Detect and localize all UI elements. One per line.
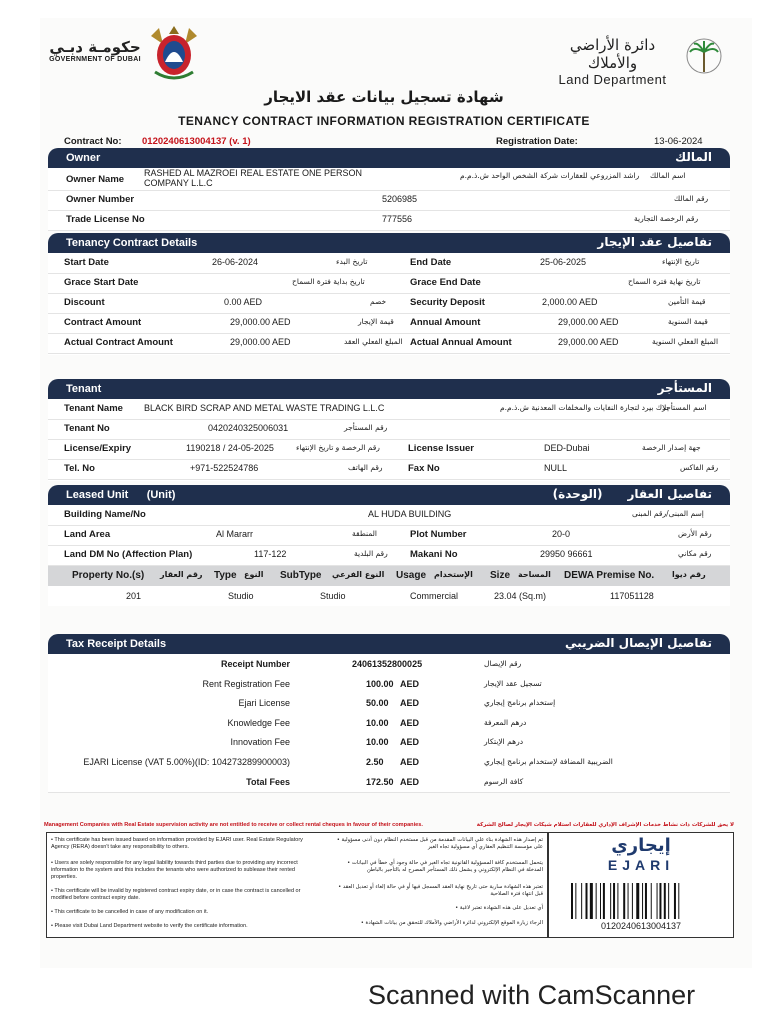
contract-amount-value: 29,000.00 AED (230, 317, 291, 327)
tax-label-ar: كافة الرسوم (484, 776, 524, 786)
tax-label-ar: درهم المعرفة (484, 717, 527, 727)
contract-no-label: Contract No: (64, 136, 122, 147)
note-ar-4: • أي تعديل على هذه الشهادة تعتبر لاغية (455, 905, 543, 911)
col-subtype-en: SubType (280, 570, 322, 581)
barcode-bar (632, 883, 633, 919)
tax-label-ar: إستخدام برنامج إيجاري (484, 698, 556, 708)
note-en-3: • This certificate will be invalid by registered contract expiry date, or in case the contract is cancelled or modified before contract expiry date. (51, 888, 301, 901)
grace-start-ar: تاريخ بداية فترة السماح (292, 277, 365, 286)
col-size-ar: المساحة (518, 570, 551, 579)
leased-unit-title-unit: (Unit) (146, 489, 176, 501)
contract-amount-label: Contract Amount (64, 317, 142, 328)
barcode-bar (590, 883, 593, 919)
tax-currency: AED (400, 737, 420, 748)
tenant-no-ar: رقم المستأجر (344, 423, 388, 432)
barcode-bar (678, 883, 679, 919)
barcode-bar (645, 883, 647, 919)
owner-title: Owner (66, 152, 101, 164)
barcode-bar (571, 883, 573, 919)
building-label: Building Name/No (64, 509, 146, 520)
barcode-number: 0120240613004137 (600, 921, 682, 931)
building-value: AL HUDA BUILDING (368, 509, 452, 519)
license-issuer-value: DED-Dubai (544, 443, 590, 453)
col-subtype-ar: النوع الفرعي (332, 570, 385, 579)
usage-value: Commercial (410, 591, 459, 601)
land-row (48, 525, 730, 546)
security-deposit-ar: قيمة التأمين (668, 297, 706, 306)
owner-number-label: Owner Number (66, 194, 135, 205)
barcode-bar (613, 883, 615, 919)
security-deposit-label: Security Deposit (410, 297, 485, 308)
trade-license-ar: رقم الرخصة التجارية (634, 214, 699, 223)
owner-number-ar: رقم المالك (674, 194, 709, 203)
camscanner-watermark: Scanned with CamScanner (368, 980, 696, 1010)
col-type-en: Type (214, 570, 237, 581)
tax-value: 50.00 (366, 698, 389, 709)
barcode-bar (596, 883, 597, 919)
annual-amount-label: Annual Amount (410, 317, 481, 328)
certificate-notes (46, 832, 548, 938)
tax-label: Innovation Fee (230, 737, 290, 748)
tenant-title: Tenant (66, 383, 102, 395)
land-dept-english: Land Department (558, 72, 667, 87)
ejari-logo-ar: إيجاري (611, 835, 671, 856)
owner-title-ar: المالك (675, 150, 712, 164)
barcode-bar (610, 883, 611, 919)
trade-license-row (48, 210, 730, 231)
security-deposit-value: 2,000.00 AED (542, 297, 598, 307)
tax-row (48, 654, 730, 675)
annual-amount-value: 29,000.00 AED (558, 317, 619, 327)
management-warning (44, 822, 734, 828)
leased-unit-title-ar-text: تفاصيل العقار (627, 487, 712, 501)
license-expiry-label: License/Expiry (64, 443, 132, 454)
tax-row (48, 713, 730, 734)
tenant-name-value-ar: بلاك بيرد لتجارة النفايات والمخلفات المعدنية ش.ذ.م.م (500, 403, 669, 412)
tax-header (48, 634, 730, 654)
note-ar-5: • الرجاء زيارة الموقع الإلكتروني لدائرة الأراضي والأملاك للتحقق من بيانات الشهادة (360, 920, 543, 926)
note-en-1: • This certificate has been issued based on information provided by EJARI user. Real Estate Regulatory Agency (RERA) doesn't take any responsibility to others. (51, 837, 303, 850)
tenant-no-value: 0420240325006031 (208, 423, 289, 433)
note-ar-1: • تم إصدار هذه الشهادة بناء على البيانات المقدمة من قبل مستخدم النظام دون أدنى مسؤولية على مؤسسة التنظيم العقاري أي مسؤولية تجاه الغير (336, 837, 543, 850)
barcode-bar (623, 883, 625, 919)
tenant-section (48, 399, 730, 481)
grace-start-label: Grace Start Date (64, 277, 139, 288)
actual-contract-amount-label: Actual Contract Amount (64, 337, 173, 348)
land-area-ar: المنطقة (352, 529, 377, 538)
leased-unit-title-text: Leased Unit (66, 489, 129, 501)
title-arabic: شهادة تسجيل بيانات عقد الايجار (264, 88, 504, 106)
tenant-header (48, 379, 730, 399)
note-en-4: • This certificate to be cancelled in case of any modification on it. (51, 909, 209, 915)
tax-row (48, 732, 730, 753)
license-issuer-label: License Issuer (408, 443, 475, 454)
tenant-name-ar: اسم المستأجر (662, 403, 707, 412)
tax-currency: AED (400, 678, 420, 689)
grace-end-ar: تاريخ نهاية فترة السماح (628, 277, 701, 286)
tax-currency: AED (400, 698, 420, 709)
tax-label: EJARI License (VAT 5.00%)(ID: 104273289900003) (83, 757, 290, 767)
barcode-bar (581, 883, 582, 919)
land-dm-label: Land DM No (Affection Plan) (64, 549, 193, 560)
land-area-value: Al Mararr (216, 529, 254, 539)
tel-label: Tel. No (64, 463, 95, 474)
actual-amount-row (48, 333, 730, 354)
tenancy-title-ar: تفاصيل عقد الإيجار (597, 235, 712, 249)
contract-amount-ar: قيمة الإيجار (358, 317, 394, 326)
fax-ar: رقم الفاكس (680, 463, 719, 472)
plot-number-ar: رقم الأرض (678, 529, 712, 538)
barcode-bar (575, 883, 576, 919)
land-dm-value: 117-122 (254, 549, 287, 559)
note-en-5: • Please visit Dubai Land Department website to verify the certificate information. (51, 923, 248, 929)
annual-amount-ar: قيمة السنوية (668, 317, 708, 326)
start-date-value: 26-06-2024 (212, 257, 259, 267)
land-dm-ar: رقم البلدية (354, 549, 388, 558)
gov-arabic: حكومـة دبـي (49, 38, 141, 56)
tax-row (48, 693, 730, 714)
col-dewa-ar: رقم ديوا (672, 570, 706, 579)
tenancy-header (48, 233, 730, 253)
leased-unit-title (66, 489, 175, 501)
tax-currency: AED (400, 776, 420, 787)
tax-label: Receipt Number (220, 659, 290, 669)
col-usage-ar: الإستخدام (434, 570, 473, 579)
subtype-value: Studio (320, 591, 346, 601)
property-no-value: 201 (126, 591, 142, 601)
barcode-bar (603, 883, 605, 919)
tax-label-ar: رقم الإيصال (484, 659, 522, 668)
warning-ar: لا يحق للشركات ذات نشاط خدمات الإشراف الإداري للعقارات استلام شيكات الإيجار لصالح الشركة (476, 822, 734, 828)
warning-en: Management Companies with Real Estate supervision activity are not entitled to receive or collect rental cheques in favour of their companies. (44, 822, 423, 828)
owner-header (48, 148, 730, 168)
grace-row (48, 273, 730, 294)
barcode-bar (636, 883, 639, 919)
registration-date-value: 13-06-2024 (654, 136, 703, 147)
tax-title-ar: تفاصيل الإيصال الضريبي (565, 636, 712, 650)
tax-label-ar: الضريبية المضافة لإستخدام برنامج إيجاري (484, 757, 613, 766)
discount-row (48, 293, 730, 314)
tenancy-section (48, 253, 730, 355)
barcode-bar (642, 883, 643, 919)
amount-row (48, 313, 730, 334)
end-date-value: 25-06-2025 (540, 257, 587, 267)
end-date-label: End Date (410, 257, 452, 268)
license-expiry-value: 1190218 / 24-05-2025 (186, 443, 274, 453)
tenant-no-row (48, 419, 730, 440)
makani-label: Makani No (410, 549, 458, 560)
tax-value: 24061352800025 (352, 659, 423, 669)
col-size-en: Size (490, 570, 511, 581)
tenant-title-ar: المستأجر (657, 381, 712, 395)
owner-name-label: Owner Name (66, 174, 125, 185)
barcode-bar (674, 883, 676, 919)
tax-row (48, 674, 730, 695)
barcode-bar (628, 883, 629, 919)
leased-unit-header (48, 485, 730, 505)
owner-name-value: RASHED AL MAZROEI REAL ESTATE ONE PERSON COMPANY L.L.C (144, 168, 363, 188)
dubai-emblem-icon (143, 22, 205, 82)
note-ar-3: • تعتبر هذه الشهادة سارية حتى تاريخ نهاية العقد المسجل فيها أو في حالة إلغاء أو تعديل العقد قبل انتهاء فترة الصلاحية (338, 884, 543, 897)
tenant-no-label: Tenant No (64, 423, 110, 434)
tax-value: 100.00 (366, 678, 394, 689)
title-english: TENANCY CONTRACT INFORMATION REGISTRATION CERTIFICATE (178, 114, 590, 128)
leased-unit-title-ar-unit: (الوحدة) (552, 487, 603, 501)
fax-label: Fax No (408, 463, 440, 474)
leased-unit-title-ar (553, 487, 712, 501)
actual-annual-amount-label: Actual Annual Amount (410, 337, 512, 348)
barcode-bar (668, 883, 669, 919)
license-expiry-ar: رقم الرخصة و تاريخ الإنتهاء (296, 443, 380, 452)
ejari-logo-en: EJARI (607, 857, 675, 873)
land-dept-arabic: دائرة الأراضي والأملاك (569, 36, 656, 72)
tax-label: Ejari License (238, 698, 290, 709)
size-value: 23.04 (Sq.m) (494, 591, 547, 601)
barcode-bar (586, 883, 588, 919)
tenant-name-value: BLACK BIRD SCRAP AND METAL WASTE TRADING L.L.C (144, 403, 385, 413)
land-area-label: Land Area (64, 529, 111, 540)
actual-annual-amount-ar: المبلغ الفعلي السنوية (652, 337, 719, 346)
actual-contract-amount-ar: المبلغ الفعلي العقد (344, 337, 403, 346)
col-property-ar: رقم العقار (160, 570, 203, 579)
owner-number-row (48, 190, 730, 211)
plot-number-label: Plot Number (410, 529, 467, 540)
note-en-2: • Users are solely responsible for any legal liability towards third parties due to providing any incorrect information to the system and this includes the tenants who were authorized to sublease their rented properties. (51, 860, 298, 880)
tax-value: 10.00 (366, 737, 389, 748)
start-date-label: Start Date (64, 257, 109, 268)
barcode-bar (664, 883, 666, 919)
tax-label: Rent Registration Fee (202, 678, 290, 689)
trade-license-label: Trade License No (66, 214, 145, 225)
tax-label: Total Fees (246, 776, 290, 787)
gov-english: GOVERNMENT OF DUBAI (49, 56, 141, 63)
tax-value: 172.50 (366, 776, 394, 787)
contract-no-value: 0120240613004137 (v. 1) (142, 136, 251, 147)
note-ar-2: • يتحمل المستخدم كافة المسؤولية القانونية تجاه الغير في حالة وجود أي خطأ في البيانات المدخلة في النظام الإلكتروني و يشمل ذلك المستأجر المصرح له بالتأجير بالباطن (347, 860, 543, 873)
type-value: Studio (228, 591, 254, 601)
barcode-bar (659, 883, 661, 919)
tax-currency: AED (400, 717, 420, 728)
registration-date-label: Registration Date: (496, 136, 578, 147)
tel-ar: رقم الهاتف (348, 463, 383, 472)
owner-number-value: 5206985 (382, 194, 418, 204)
makani-value: 29950 96661 (540, 549, 593, 559)
barcode-bar (657, 883, 658, 919)
dm-row (48, 545, 730, 566)
leased-unit-section (48, 505, 730, 566)
owner-name-ar-label: اسم المالك (650, 171, 686, 180)
tax-currency: AED (400, 757, 420, 767)
tax-label: Knowledge Fee (227, 717, 290, 728)
tax-value: 2.50 (366, 757, 384, 767)
trade-license-value: 777556 (382, 214, 413, 224)
discount-value: 0.00 AED (224, 297, 263, 307)
tax-value: 10.00 (366, 717, 389, 728)
discount-ar: خصم (370, 297, 387, 306)
dewa-value: 117051128 (610, 591, 654, 601)
owner-section (48, 168, 730, 230)
barcode-bar (617, 883, 618, 919)
dates-row (48, 253, 730, 274)
discount-label: Discount (64, 297, 105, 308)
license-row (48, 439, 730, 460)
property-row (48, 586, 730, 606)
barcode-icon (571, 883, 711, 919)
tel-value: +971-522524786 (190, 463, 259, 473)
end-date-ar: تاريخ الإنتهاء (662, 257, 700, 266)
tax-label-ar: درهم الإبتكار (484, 737, 524, 747)
ejari-box (548, 832, 734, 938)
tenancy-title: Tenancy Contract Details (66, 237, 198, 249)
barcode-bar (651, 883, 652, 919)
plot-number-value: 20-0 (552, 529, 571, 539)
barcode-bar (600, 883, 601, 919)
palm-tree-icon (686, 36, 722, 76)
col-usage-en: Usage (396, 570, 427, 581)
owner-name-value-ar: راشد المزروعي للعقارات شركة الشخص الواحد ش.ذ.م.م (460, 171, 640, 180)
grace-end-label: Grace End Date (410, 277, 481, 288)
tax-label-ar: تسجيل عقد الإيجار (484, 678, 542, 688)
contact-row (48, 459, 730, 480)
land-department-logo (545, 36, 680, 87)
col-type-ar: النوع (244, 570, 264, 579)
actual-annual-amount-value: 29,000.00 AED (558, 337, 619, 347)
tax-row (48, 772, 730, 793)
government-of-dubai-logo (45, 38, 145, 63)
start-date-ar: تاريخ البدء (336, 257, 368, 266)
tenant-name-row (48, 399, 730, 420)
owner-name-row (48, 168, 730, 191)
building-ar: إسم المبنى/رقم المبنى (632, 509, 704, 518)
actual-contract-amount-value: 29,000.00 AED (230, 337, 291, 347)
building-row (48, 505, 730, 526)
col-dewa-en: DEWA Premise No. (564, 570, 655, 581)
col-property-en: Property No.(s) (72, 570, 145, 581)
tax-row (48, 752, 730, 773)
fax-value: NULL (544, 463, 568, 473)
license-issuer-ar: جهة إصدار الرخصة (642, 443, 701, 452)
tenant-name-label: Tenant Name (64, 403, 123, 414)
tax-title: Tax Receipt Details (66, 638, 167, 650)
property-columns-header (48, 566, 730, 586)
makani-ar: رقم مكاني (678, 549, 712, 558)
